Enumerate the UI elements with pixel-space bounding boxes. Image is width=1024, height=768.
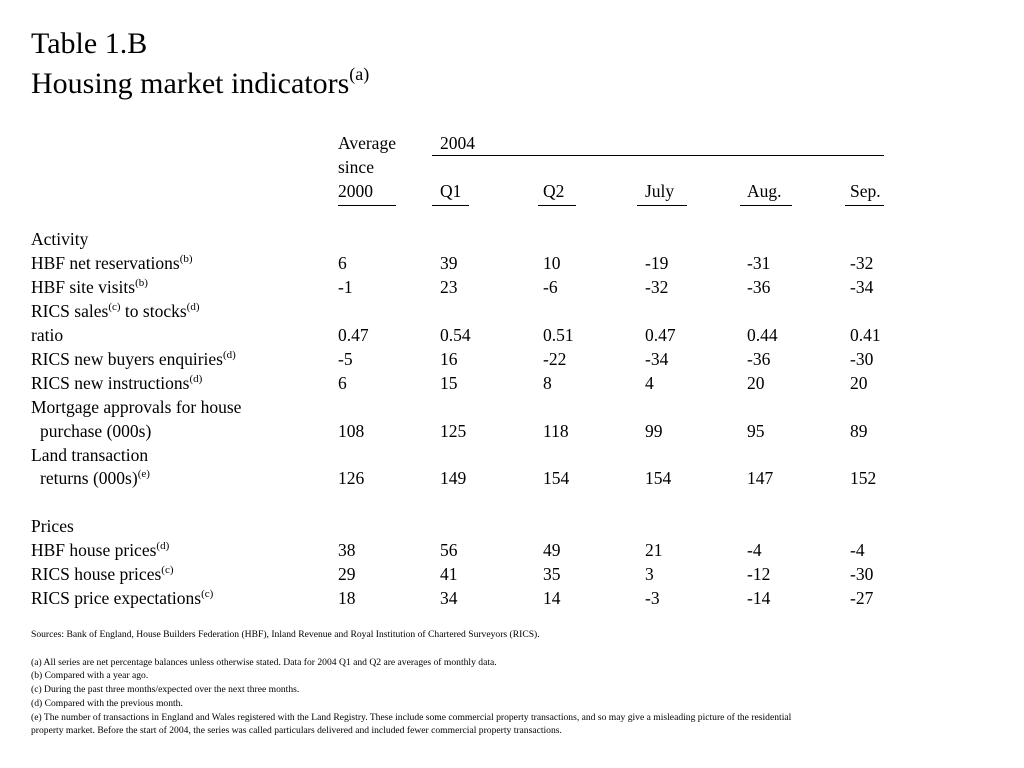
- table-cell: -4: [747, 540, 762, 560]
- table-cell: -4: [850, 540, 865, 560]
- row-label-text: HBF net reservations: [31, 253, 180, 273]
- table-cell: 118: [543, 421, 569, 441]
- table-cell: 49: [543, 540, 561, 560]
- table-cell: 154: [543, 468, 570, 488]
- table-cell: -32: [645, 277, 669, 297]
- table-cell: -36: [747, 349, 771, 369]
- table-cell: -30: [850, 349, 874, 369]
- row-label-text: HBF site visits: [31, 277, 136, 297]
- header-year: 2004: [440, 133, 475, 153]
- table-cell: 95: [747, 421, 765, 441]
- table-cell: 0.47: [645, 325, 676, 345]
- table-cell: 0.41: [850, 325, 881, 345]
- footnote-d: (d) Compared with the previous month.: [31, 698, 183, 709]
- table-cell: 41: [440, 564, 458, 584]
- section-activity: Activity: [31, 229, 89, 249]
- table-cell: 6: [338, 373, 347, 393]
- footnote-marker: (b): [179, 253, 193, 265]
- table-cell: -34: [645, 349, 669, 369]
- table-cell: 20: [850, 373, 868, 393]
- row-label: [31, 587, 213, 609]
- table-cell: 16: [440, 349, 458, 369]
- table-cell: -32: [850, 253, 874, 273]
- table-title-text: Housing market indicators: [31, 67, 350, 100]
- row-label: [31, 563, 174, 585]
- row-label-text: RICS price expectations: [31, 588, 202, 608]
- footnote-marker: (e): [137, 468, 150, 480]
- row-label: purchase (000s): [40, 421, 152, 441]
- row-label: [40, 467, 150, 489]
- header-sep-underline: [845, 205, 884, 206]
- table-cell: 15: [440, 373, 458, 393]
- table-cell: 147: [747, 468, 774, 488]
- header-q2-underline: [538, 205, 576, 206]
- table-cell: -12: [747, 564, 771, 584]
- footnote-marker: (d): [189, 373, 203, 385]
- table-cell: 154: [645, 468, 672, 488]
- table-cell: -27: [850, 588, 874, 608]
- footnote-a: (a) All series are net percentage balances unless otherwise stated. Data for 2004 Q1 and Q2 are averages of monthly data.: [31, 657, 497, 668]
- footnote-marker: (d): [186, 301, 200, 313]
- sources-note: Sources: Bank of England, House Builders Federation (HBF), Inland Revenue and Royal Institution of Chartered Surveyors (RICS).: [31, 629, 540, 640]
- table-cell: 8: [543, 373, 552, 393]
- header-aug-underline: [740, 205, 792, 206]
- row-label-text: returns (000s): [40, 468, 138, 488]
- footnote-c: (c) During the past three months/expected over the next three months.: [31, 684, 300, 695]
- table-cell: -14: [747, 588, 771, 608]
- table-cell: 0.44: [747, 325, 778, 345]
- header-period-q1: Q1: [440, 181, 462, 201]
- table-cell: 0.47: [338, 325, 369, 345]
- table-cell: 23: [440, 277, 458, 297]
- table-cell: -36: [747, 277, 771, 297]
- table-cell: 20: [747, 373, 765, 393]
- table-cell: 18: [338, 588, 356, 608]
- header-average-line1: Average: [338, 133, 396, 153]
- row-label: [31, 372, 202, 394]
- table-cell: 0.51: [543, 325, 574, 345]
- row-label-text: HBF house prices: [31, 540, 157, 560]
- table-cell: 21: [645, 540, 663, 560]
- table-cell: -34: [850, 277, 874, 297]
- footnote-e-continued: property market. Before the start of 2004, the series was called particulars delivered and included fewer commercial property transactions.: [31, 725, 562, 736]
- section-prices: Prices: [31, 516, 74, 536]
- table-cell: 34: [440, 588, 458, 608]
- table-cell: 0.54: [440, 325, 471, 345]
- footnote-marker: (c): [161, 564, 174, 576]
- row-label-text: RICS sales: [31, 301, 109, 321]
- table-title-footnote-marker: (a): [349, 64, 370, 84]
- row-label: Land transaction: [31, 445, 149, 465]
- table-cell: -6: [543, 277, 558, 297]
- row-label-text: to stocks: [120, 301, 187, 321]
- table-cell: 149: [440, 468, 467, 488]
- table-cell: 6: [338, 253, 347, 273]
- table-cell: 99: [645, 421, 663, 441]
- table-cell: 4: [645, 373, 654, 393]
- footnote-marker: (c): [201, 588, 214, 600]
- row-label: [31, 539, 169, 561]
- table-cell: 10: [543, 253, 561, 273]
- row-label: Mortgage approvals for house: [31, 397, 242, 417]
- table-cell: -19: [645, 253, 669, 273]
- footnote-marker: (c): [108, 301, 121, 313]
- table-number: Table 1.B: [31, 27, 148, 60]
- footnote-marker: (b): [135, 277, 148, 289]
- table-cell: 56: [440, 540, 458, 560]
- header-q1-underline: [432, 205, 469, 206]
- table-cell: 125: [440, 421, 467, 441]
- header-year-rule: [432, 155, 884, 156]
- header-july-underline: [637, 205, 687, 206]
- table-cell: -31: [747, 253, 771, 273]
- row-label: [31, 348, 236, 370]
- table-cell: 39: [440, 253, 458, 273]
- row-label-text: RICS new instructions: [31, 373, 190, 393]
- table-cell: -1: [338, 277, 353, 297]
- table-cell: 3: [645, 564, 654, 584]
- row-label: [31, 300, 199, 322]
- header-average-line3: 2000: [338, 181, 373, 201]
- table-title: [31, 64, 370, 101]
- table-cell: 14: [543, 588, 561, 608]
- table-cell: -3: [645, 588, 660, 608]
- header-period-july: July: [645, 181, 675, 201]
- table-cell: -22: [543, 349, 567, 369]
- header-average-line2: since: [338, 157, 374, 177]
- table-cell: -30: [850, 564, 874, 584]
- table-cell: 89: [850, 421, 868, 441]
- footnote-marker: (d): [223, 349, 236, 361]
- table-cell: 152: [850, 468, 877, 488]
- footnote-e: (e) The number of transactions in England and Wales registered with the Land Registry. These include some commercial property transactions, and so may give a misleading picture of the residential: [31, 712, 792, 723]
- header-period-q2: Q2: [543, 181, 565, 201]
- table-cell: 35: [543, 564, 561, 584]
- row-label: [31, 252, 193, 274]
- row-label: [31, 276, 148, 298]
- table-cell: 108: [338, 421, 365, 441]
- header-average-underline: [338, 205, 396, 206]
- footnote-b: (b) Compared with a year ago.: [31, 670, 149, 681]
- header-period-sep: Sep.: [850, 181, 881, 201]
- table-cell: -5: [338, 349, 353, 369]
- table-cell: 29: [338, 564, 356, 584]
- table-cell: 126: [338, 468, 365, 488]
- row-label: ratio: [31, 325, 64, 345]
- table-cell: 38: [338, 540, 356, 560]
- row-label-text: RICS new buyers enquiries: [31, 349, 223, 369]
- header-period-aug: Aug.: [747, 181, 782, 201]
- row-label-text: RICS house prices: [31, 564, 162, 584]
- footnote-marker: (d): [156, 540, 170, 552]
